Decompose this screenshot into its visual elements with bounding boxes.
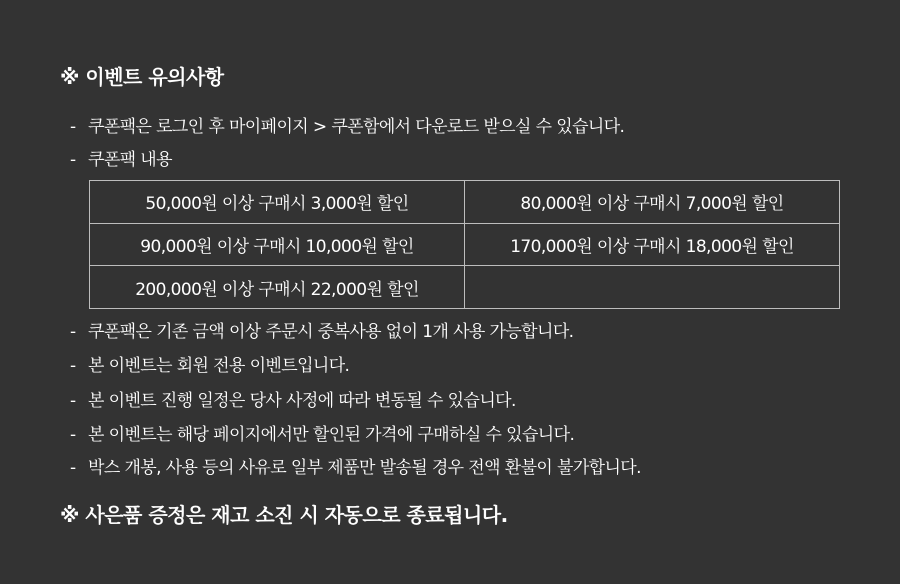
bullet-dash: - xyxy=(70,391,76,411)
table-cell-empty xyxy=(465,266,840,309)
notice-item-text: 본 이벤트는 회원 전용 이벤트입니다. xyxy=(88,356,350,376)
notice-item-text: 본 이벤트 진행 일정은 당사 사정에 따라 변동될 수 있습니다. xyxy=(88,391,516,411)
notice-item xyxy=(70,390,516,412)
notice-item xyxy=(70,116,624,138)
table-row xyxy=(90,266,840,309)
bullet-dash: - xyxy=(70,322,76,342)
notice-item-text: 박스 개봉, 사용 등의 사유로 일부 제품만 발송될 경우 전액 환불이 불가합니다. xyxy=(88,458,641,478)
bullet-dash: - xyxy=(70,150,76,170)
bullet-dash: - xyxy=(70,356,76,376)
notice-item xyxy=(70,457,641,479)
notice-item-text: 쿠폰팩은 로그인 후 마이페이지 > 쿠폰함에서 다운로드 받으실 수 있습니다. xyxy=(88,117,625,137)
bullet-dash: - xyxy=(70,117,76,137)
table-cell: 50,000원 이상 구매시 3,000원 할인 xyxy=(90,181,465,224)
coupon-pack-table xyxy=(89,180,840,309)
notice-item-text: 쿠폰팩 내용 xyxy=(88,150,172,170)
table-cell: 170,000원 이상 구매시 18,000원 할인 xyxy=(465,223,840,266)
notice-item xyxy=(70,149,172,171)
table-row xyxy=(90,181,840,224)
table-cell: 200,000원 이상 구매시 22,000원 할인 xyxy=(90,266,465,309)
table-cell: 90,000원 이상 구매시 10,000원 할인 xyxy=(90,223,465,266)
table-row xyxy=(90,223,840,266)
bullet-dash: - xyxy=(70,425,76,445)
notice-item-text: 본 이벤트는 해당 페이지에서만 할인된 가격에 구매하실 수 있습니다. xyxy=(88,425,575,445)
notice-item-text: 쿠폰팩은 기존 금액 이상 주문시 중복사용 없이 1개 사용 가능합니다. xyxy=(88,322,574,342)
gift-notice: ※ 사은품 증정은 재고 소진 시 자동으로 종료됩니다. xyxy=(60,503,508,527)
notice-item xyxy=(70,355,349,377)
notice-item xyxy=(70,424,574,446)
table-cell: 80,000원 이상 구매시 7,000원 할인 xyxy=(465,181,840,224)
bullet-dash: - xyxy=(70,458,76,478)
notice-item xyxy=(70,321,573,343)
notice-title: ※ 이벤트 유의사항 xyxy=(60,65,224,89)
